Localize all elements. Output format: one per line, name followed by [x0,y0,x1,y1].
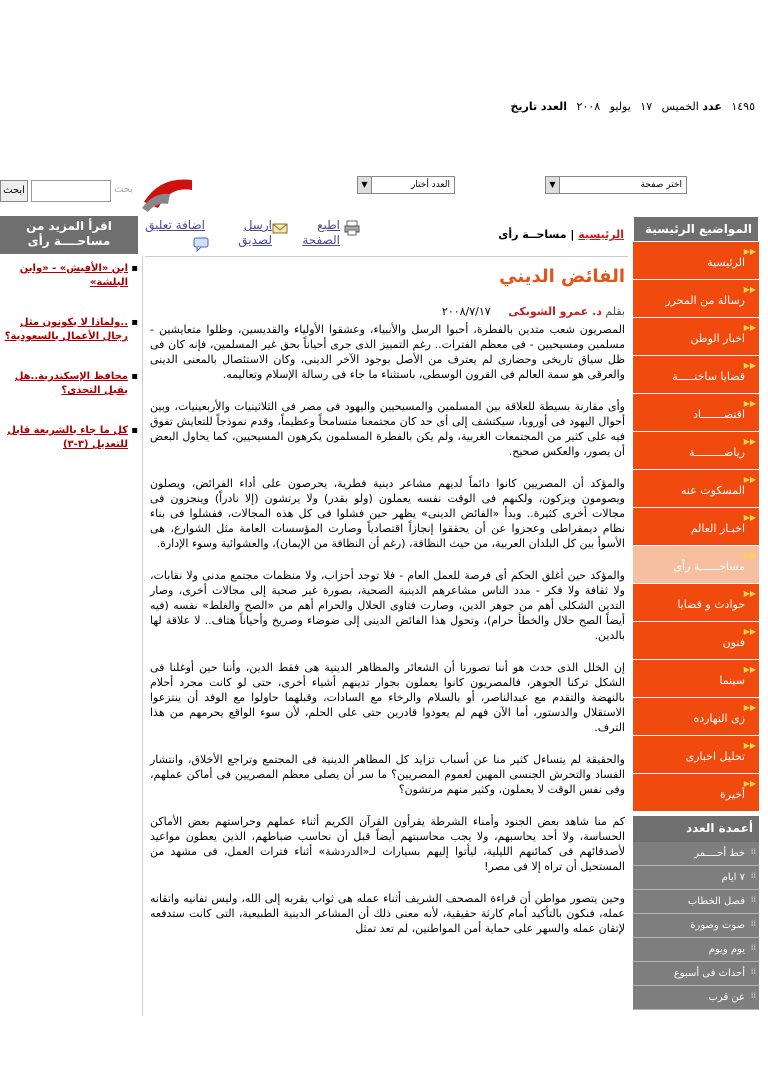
breadcrumb-section: مساحــة رأى [498,228,567,241]
nav-item-cinema[interactable] [633,660,759,698]
read-more-box [0,216,138,478]
article-paragraph: والمؤكد حين أغلق الحكم أى فرصة للعمل العام - فلا توجد أحزاب، ولا منظمات مجتمع مدنى ولا نقابات، ولا ثقافة ولا فكر - مدد الناس مشاعرهم الدينية الصحية، بصورة غير صحية إلى مجالات أخرى، وصار التدين الشكلى أهم من جوهر الدين، وصارت فتاوى الحلال والحرام أهم من «الصح والغلط» نفسه (فيه أيضاً الصح حلال والخطأ حرام)، وتحول هذا الفائض الدينى إلى ضوضاء وصريخ وأحياناً هتاف.. لا علاقة لها بالدين. [150,569,625,642]
chevron-down-icon: ▼ [546,177,560,193]
nav-item-home[interactable] [633,242,759,280]
main-nav [633,216,759,1010]
read-more-heading: اقرأ المزيد من مساحــــة رأى [0,216,138,254]
bullet-icon: ⁞⁞ [750,919,756,928]
article [150,262,625,953]
send-label: ارسل لصديق [238,218,272,247]
bullet-icon: ⁞⁞ [750,967,756,976]
columns-nav-heading: أعمدة العدد [633,816,759,842]
nav-item-news-analysis[interactable] [633,736,759,774]
nav-item-label: اقتصـــــــاد [693,408,745,421]
bullet-icon: ⁞⁞ [750,847,756,856]
issue-archive-select[interactable] [357,176,455,194]
nav-item-arts[interactable] [633,622,759,660]
read-more-link[interactable]: ▪ ..ولماذا لا يكونون مثل رجال الأعمال بالسعودية؟ [0,316,134,344]
issue-year: ٢٠٠٨ [576,100,601,113]
nav-item-editor-letter[interactable] [633,280,759,318]
bullet-icon: ⁞⁞ [750,991,756,1000]
nav-item-today-in-history[interactable] [633,698,759,736]
bullet-icon: ⁞⁞ [750,943,756,952]
breadcrumb-separator: | [570,228,575,241]
article-paragraph: إن الخلل الذى حدث هو أننا تصورنا أن الشعائر والمظاهر الدينية هى فقط الدين، وأننا حين أوغلنا فى الشكل تركنا الجوهر، فالمصريون كانوا يعملون بجوار تدينهم أشياء أخرى، حتى لو كانت مجرد أحلام بالنهضة والتقدم مع عبدالناصر، أو بالسلام والرخاء مع السادات، وقبلهما حاولوا مع الوفد أن ينتزعوا الاستقلال والدستور، أما الآن فهم لم يعودوا قادرين حتى على الحلم، لأن سوء الواقع يحرمهم من هذا الترف. [150,661,625,734]
article-paragraph: والمؤكد أن المصريين كانوا دائماً لديهم مشاعر دينية فطرية، يحرصون على أداء الفرائض، ويصلون ويصومون ويزكون، ولكنهم فى الوقت نفسه يعملون (ولو بقدر) ولا يرتشون (إلا نادراً) وينجزون فى مجالات أخرى كثيرة.. وبدأ «الفائض الدينى» يظهر حين فشلوا فى كل هذه المجالات، ففشلوا فى بناء نظام ديمقراطى وعجزوا عن أن يحققوا إنجازاً اقتصادياً وصارت المؤسسات العامة مثل الشوارع، هى الأسوأ بين كل البلدان العربية، من حيث النظافة، (رغم أن النظافة من الإيمان)، والعشوائية وسوء الإدارة. [150,477,625,550]
bullet-icon: ⁞⁞ [750,871,756,880]
article-top-rule [145,256,628,257]
page-select-value: اختر صفحة [640,180,682,190]
nav-item-label: أخيرة [719,788,745,801]
nav-item-label: تحليل اخبارى [685,750,745,763]
arrow-icon: ▶▶ [743,323,756,332]
envelope-icon [272,220,288,236]
article-paragraph: وحين يتصور مواطن أن قراءة المصحف الشريف أثناء عمله هى ثواب يقربه إلى الله، وليس تفانيه واتقانه عمله، فنكون بالتأكيد أمام كارثة حقيقية، لأنه معنى ذلك أن المشاعر الدينية الطبيعية، التى كانت ستدفعه لإتقان عمله والسهر على حماية أمن المواطنين، لم تعد تمثل [150,892,625,935]
read-more-link[interactable]: ▪ كل ما جاء بالشريعة قابل للتعديل (٣-٣) [0,424,134,452]
add-comment-button[interactable] [145,218,205,233]
issue-date-day: ١٧ [640,100,653,113]
article-title: الفائض الديني [499,266,625,287]
breadcrumb-home[interactable]: الرئيسية [578,228,624,241]
main-nav-heading: المواضيع الرئيسية [633,216,759,242]
arrow-icon: ▶▶ [743,779,756,788]
columns-item-label: ٧ ايام [721,872,745,883]
nav-item-label: مساحــــــة رأى [673,560,745,573]
byline-label: بقلم [605,305,625,318]
article-byline [150,305,625,318]
article-paragraph: كم منا شاهد بعض الجنود وأمناء الشرطة يقرأون القرآن الكريم أثناء عملهم وحراستهم بعض الأماكن الحساسة، ولا أحد يحاسبهم، ولا يجب محاسبتهم أيضاً قبل أن نحاسب ضباطهم، الذين يعطون مواعيد لأصدقائهم فى كمائنهم الليلية، ليأتوا إليهم بسيارات لـ«الدردشة» أثناء فترات العمل، فى مشهد من المستحيل أن تراه إلا فى مصر! [150,815,625,873]
issue-number-label: عدد [702,100,722,113]
nav-item-label: حوادث و قضايا [677,598,745,611]
columns-item[interactable] [633,962,759,986]
nav-item-label: رياضـــــــــة [689,446,745,459]
nav-item-incidents[interactable] [633,584,759,622]
search-area [0,175,140,207]
nav-item-last-page[interactable] [633,774,759,812]
nav-item-label: سينما [719,674,745,687]
bullet-icon: ⁞⁞ [750,895,756,904]
columns-item[interactable] [633,866,759,890]
nav-item-unspoken[interactable] [633,470,759,508]
read-more-list [0,254,138,452]
nav-item-label: اخبـار العالم [690,522,745,535]
nav-item-label: قضايا ساخنـــــة [672,370,745,383]
left-column-divider [142,256,143,1016]
nav-item-hot-issues[interactable] [633,356,759,394]
comment-label: اضافة تعليق [145,218,205,232]
nav-item-label: اخبار الوطن [690,332,745,345]
read-more-link[interactable]: ▪ محافظ الإسكندرية..هل يقبل التحدى؟ [0,370,134,398]
arrow-icon: ▶▶ [743,475,756,484]
columns-item-label: أحداث فى أسبوع [673,968,745,979]
columns-item[interactable] [633,914,759,938]
breadcrumb [498,228,624,241]
article-paragraph: المصريون شعب متدين بالفطرة، أحبوا الرسل والأنبياء، وعشقوا الأولياء والقديسين، وظلوا متعايشين - مسلمين ومسيحيين - فى معظم الفترات.. رغم التمييز الذى جرى أحياناً بحق غير المسلمين، فإنه كان فى ظل سياق تاريخى وحضارى لم يعترف من الأصل بوجود الآخر الدينى، وكان الاستئصال بالمعنى الدينى والعرقى هو سمة العالم فى القرون الوسطى، باستثناء ما جاء فى رسالة الإسلام وتعاليمه. [150,323,625,381]
print-label: اطبع الصفحة [302,218,340,247]
columns-item[interactable] [633,890,759,914]
arrow-icon: ▶▶ [743,247,756,256]
article-paragraph: والحقيقة لم يتساءل كثير منا عن أسباب تزايد كل المظاهر الدينية فى المجتمع وتراجع الأخلاق، وانتشار الفساد والتحرش الجنسى المهين لعموم المصريين؟ ما سر أن يصلى معظم المصريين فى أماكن عملهم، وفى نفس الوقت لا يعملون، وكثير منهم مرتشون؟ [150,753,625,796]
issue-day: الخميس [661,100,699,113]
nav-item-label: زى النهارده [693,712,745,725]
search-button[interactable]: ابحث [0,180,28,202]
arrow-icon: ▶▶ [743,665,756,674]
site-logo[interactable] [140,172,195,212]
chevron-down-icon: ▼ [358,177,372,193]
nav-item-label: المسكوت عنه [681,484,745,497]
search-input[interactable] [31,180,111,202]
issue-archive-select-value: العدد أختار [410,180,450,190]
columns-item-label: فصل الخطاب [687,896,745,907]
nav-item-label: رسالة من المحرر [665,294,745,307]
search-label: بحث [114,184,134,195]
nav-item-homeland-news[interactable] [633,318,759,356]
article-paragraph: وأى مقارنة بسيطة للعلاقة بين المسلمين والمسيحيين واليهود فى مصر فى الثلاثينيات والأربعينيات، وبين أحوال اليهود فى أوروبا، سيكتشف إلى أى حد كان مجتمعنا متسامحاً وعظيماً، وقدم نموذجاً للتعايش تفوق فيه على كثير من المجتمعات الغربية، ولم يكن بالفطرة المسلمون يكرهون المسيحيين، كما يحاول البعض أن يصور، والعكس صحيح. [150,400,625,458]
nav-item-label: الرئيسية [707,256,745,269]
article-date: ٢٠٠٨/٧/١٧ [441,305,491,318]
columns-item-label: صوت وصورة [690,920,745,931]
article-toolbar [143,216,630,254]
columns-item-label: خط أحــــمر [694,848,745,859]
arrow-icon: ▶▶ [743,741,756,750]
arrow-icon: ▶▶ [743,589,756,598]
comment-icon [193,236,209,252]
nav-item-label: فنون [722,636,745,649]
nav-item-opinion[interactable] [633,546,759,584]
nav-item-sports[interactable] [633,432,759,470]
columns-item[interactable] [633,938,759,962]
arrow-icon: ▶▶ [743,627,756,636]
arrow-icon: ▶▶ [743,361,756,370]
printer-icon [344,220,360,236]
arrow-icon: ▶▶ [743,285,756,294]
columns-item[interactable] [633,986,759,1010]
arrow-icon: ▶▶ [743,399,756,408]
arrow-icon: ▶▶ [743,551,756,560]
arrow-icon: ▶▶ [743,703,756,712]
nav-item-economy[interactable] [633,394,759,432]
arrow-icon: ▶▶ [743,437,756,446]
page-select[interactable] [545,176,687,194]
columns-item-label: يوم ويوم [708,944,745,955]
issue-history-label: العدد تاريخ [510,100,568,113]
issue-number: ١٤٩٥ [731,100,755,113]
read-more-link[interactable]: ▪ ابن «الأفيش» - «وابن البلشة» [0,262,134,290]
issue-month: يوليو [609,100,631,113]
columns-item[interactable] [633,842,759,866]
issue-bar [465,100,755,120]
arrow-icon: ▶▶ [743,513,756,522]
send-to-friend-button[interactable] [210,218,272,248]
columns-item-label: عن قرب [708,992,745,1003]
nav-item-world-news[interactable] [633,508,759,546]
article-author[interactable]: د. عمرو الشوبكى [508,305,602,318]
